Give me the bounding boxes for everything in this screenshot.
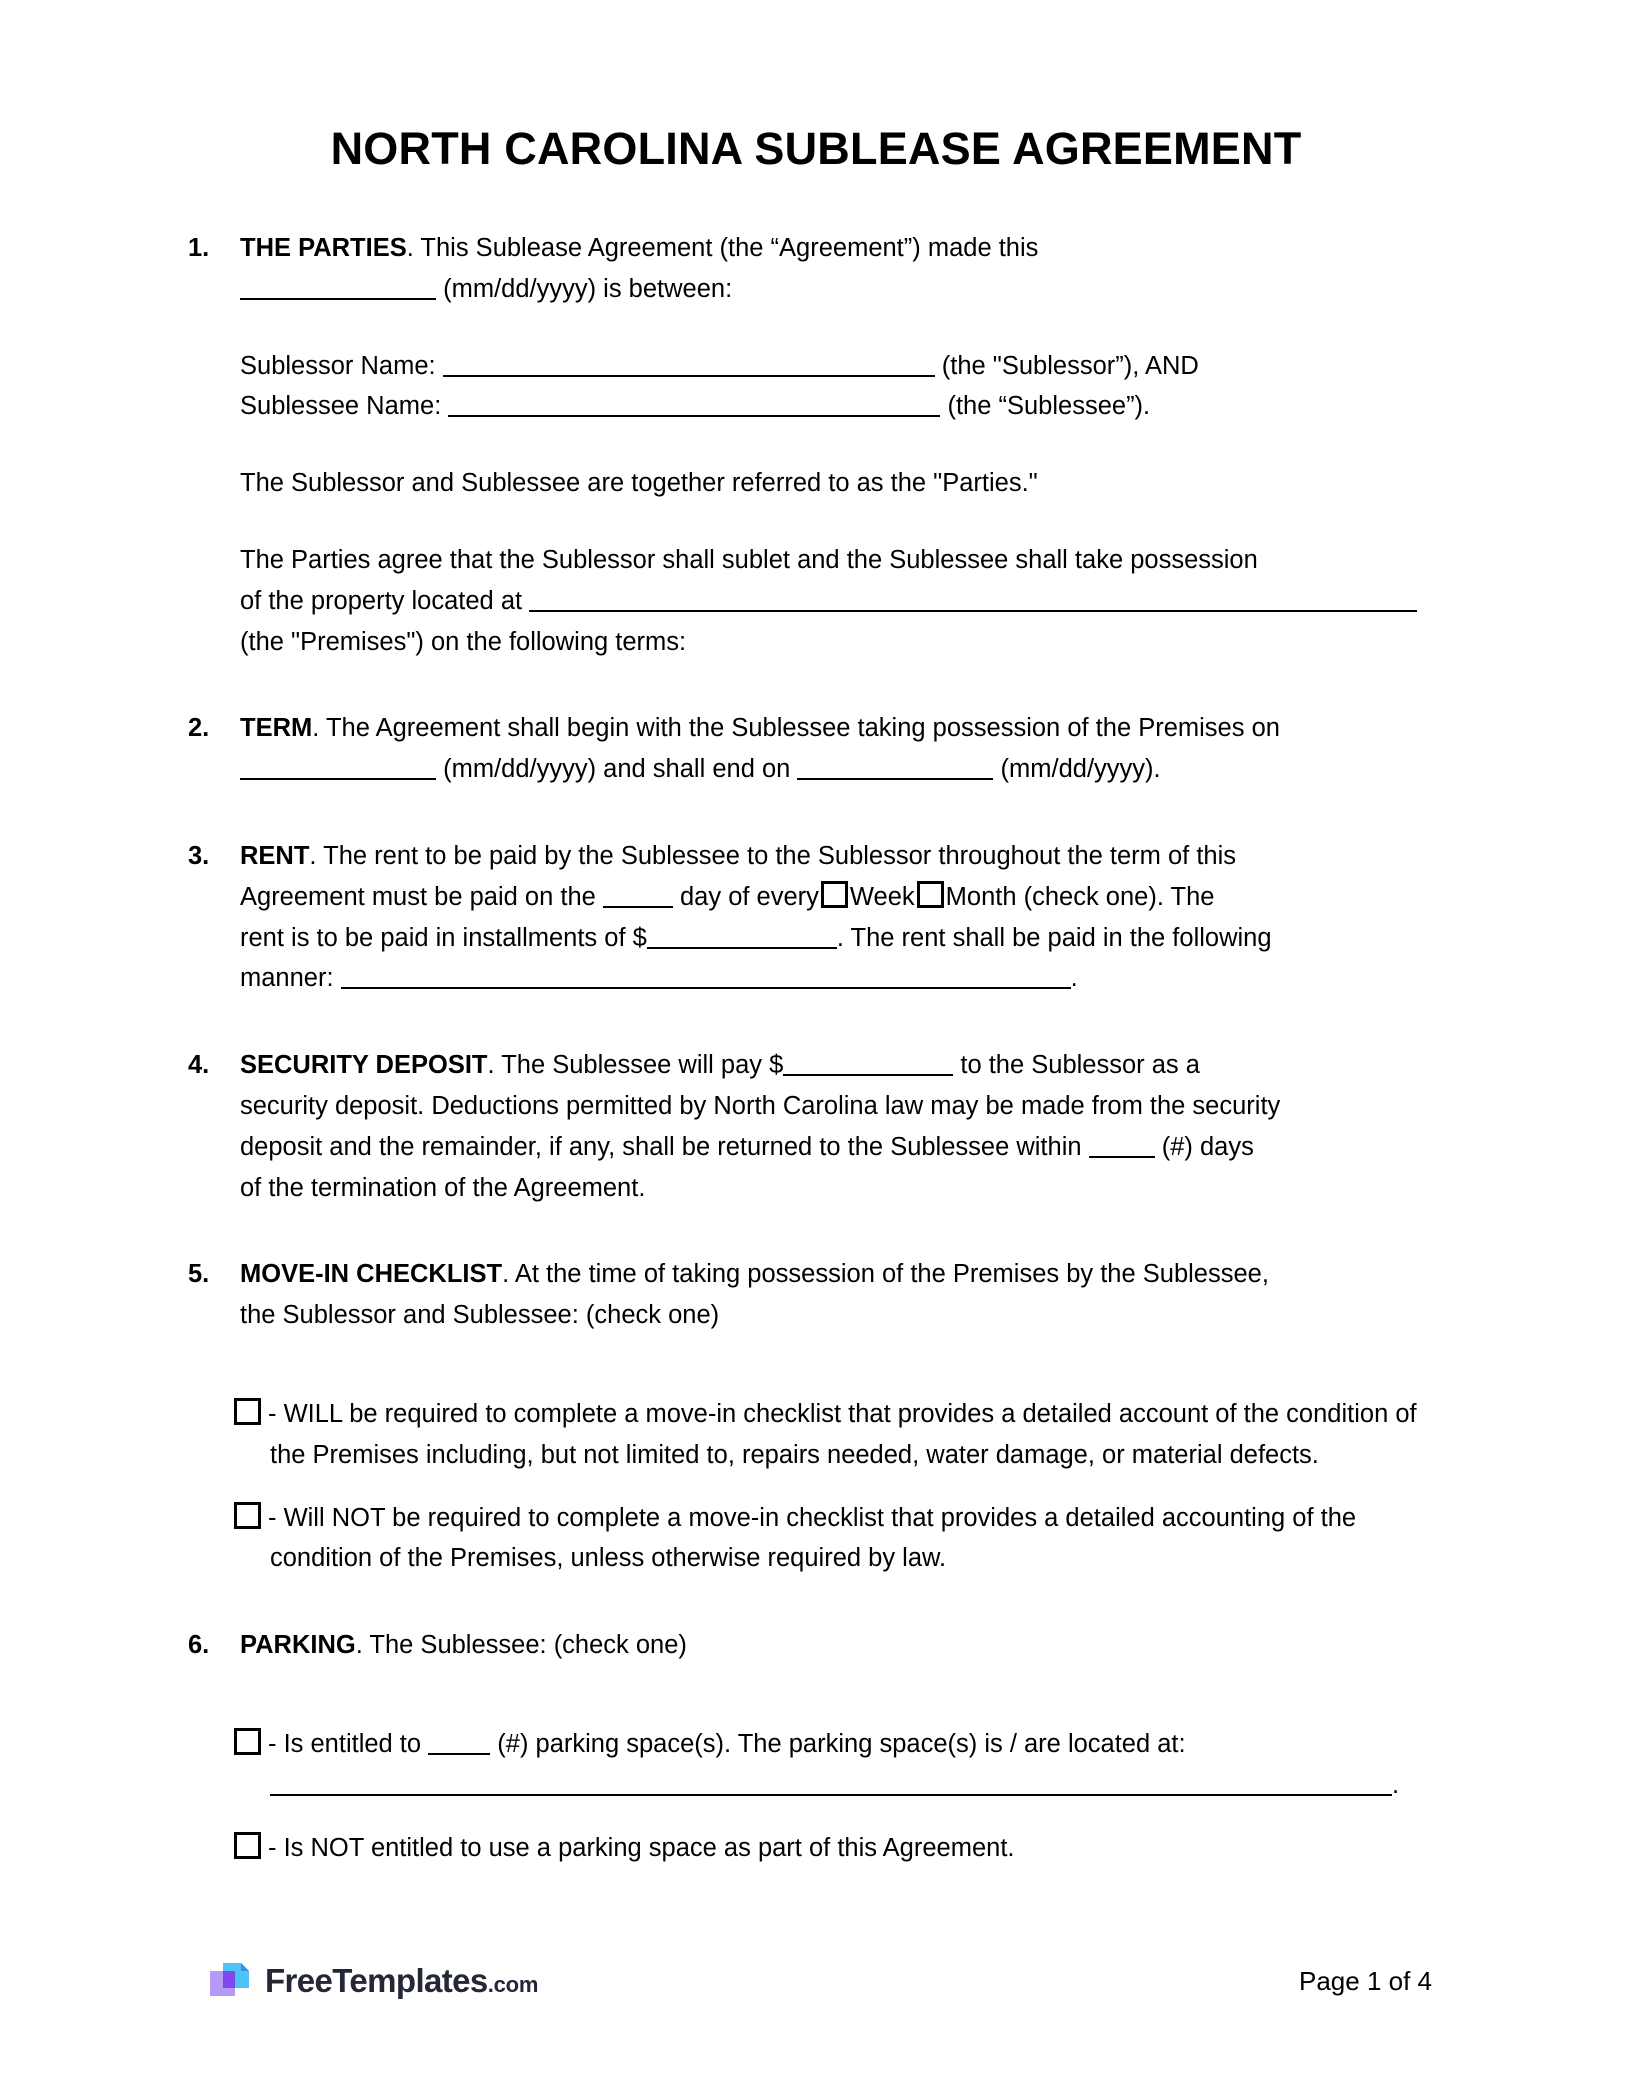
- deposit-text-a: . The Sublessee will pay $: [487, 1051, 784, 1080]
- clause-text: [240, 836, 1432, 999]
- spacer: [0, 999, 1632, 1045]
- premises-text-a: The Parties agree that the Sublessor shall sublet and the Sublessee shall take possession: [240, 545, 1258, 574]
- parties-definition-line: The Sublessor and Sublessee are together referred to as the "Parties.": [240, 469, 1038, 498]
- rent-month-label: Month (check one). The: [945, 882, 1215, 911]
- parking-option-1-text-b: (#) parking space(s). The parking space(s) is / are located at:: [497, 1729, 1186, 1758]
- spacer: [0, 1208, 1632, 1254]
- parking-location-field[interactable]: [270, 1773, 1392, 1796]
- premises-text-c: (the "Premises") on the following terms:: [240, 627, 687, 656]
- parking-location-row: [0, 1765, 1632, 1806]
- clause-number: 6.: [188, 1631, 210, 1660]
- spacer: [0, 504, 1632, 540]
- parking-option-entitled: [0, 1724, 1632, 1765]
- premises-address-field-2[interactable]: [1169, 589, 1417, 612]
- spacer: [0, 1806, 1632, 1828]
- freetemplates-logo[interactable]: [208, 1958, 538, 2004]
- rent-text-e: . The rent shall be paid in the following: [836, 923, 1272, 952]
- sublessee-name-row: [240, 386, 1432, 427]
- parking-option-not-entitled: [0, 1828, 1632, 1869]
- clause-the-parties: [0, 228, 1632, 310]
- premises-address-field-1[interactable]: [529, 589, 1169, 612]
- deposit-text-f: of the termination of the Agreement.: [240, 1173, 646, 1202]
- parking-option-2-label: - Is NOT entitled to use a parking space as part of this Agreement.: [268, 1833, 1015, 1862]
- deposit-return-days-field[interactable]: [1089, 1135, 1155, 1158]
- logo-name: FreeTemplates: [265, 1962, 488, 1999]
- deposit-text-e: (#) days: [1161, 1132, 1254, 1161]
- checklist-option-will: [0, 1394, 1632, 1476]
- spacer: [0, 1336, 1632, 1394]
- parking-space-count-field[interactable]: [428, 1732, 490, 1755]
- clause-number: 1.: [188, 234, 210, 262]
- clause-heading: RENT: [240, 841, 310, 870]
- logo-tld: .com: [487, 1972, 539, 1997]
- page-footer: [0, 1940, 1632, 2090]
- deposit-amount-field[interactable]: [783, 1053, 953, 1076]
- clause-heading: MOVE-IN CHECKLIST: [240, 1260, 503, 1289]
- sublessee-name-field[interactable]: [448, 394, 940, 417]
- checklist-option-2-label: - Will NOT be required to complete a move-in checklist that provides a detailed accounting of the condition of the Premises, unless otherwise required by law.: [268, 1503, 1357, 1573]
- term-start-date-field[interactable]: [240, 757, 436, 780]
- clause-parking: [0, 1625, 1632, 1666]
- clause-heading: PARKING: [240, 1631, 356, 1660]
- term-text-b: (mm/dd/yyyy) and shall end on: [443, 755, 791, 784]
- sublessee-suffix: (the “Sublessee”).: [947, 392, 1151, 421]
- parties-names-block: [0, 346, 1632, 428]
- clause-intro-a: . This Sublease Agreement (the “Agreement”) made this: [406, 234, 1039, 262]
- sublessee-name-label: Sublessee Name:: [240, 392, 442, 421]
- checklist-will-not-checkbox[interactable]: [234, 1502, 261, 1529]
- clause-heading: THE PARTIES: [240, 234, 407, 262]
- spacer: [0, 427, 1632, 463]
- clause-text: [240, 228, 1432, 310]
- rent-week-checkbox[interactable]: [821, 881, 848, 908]
- sublessor-suffix: (the "Sublessor”), AND: [941, 351, 1199, 380]
- rent-installment-amount-field[interactable]: [647, 926, 837, 949]
- clause-number: 5.: [188, 1260, 210, 1289]
- rent-text-g: .: [1070, 964, 1078, 993]
- clause-number: 2.: [188, 714, 210, 743]
- spacer: [0, 1666, 1632, 1724]
- rent-text-b: Agreement must be paid on the: [240, 882, 596, 911]
- clause-rent: [0, 836, 1632, 999]
- term-end-date-field[interactable]: [797, 757, 993, 780]
- checklist-option-1-label: - WILL be required to complete a move-in checklist that provides a detailed account of the condition of the Premises including, but not limited to, repairs needed, water damage, or material defects.: [268, 1399, 1417, 1469]
- rent-day-field[interactable]: [603, 885, 673, 908]
- clause-intro-b: (mm/dd/yyyy) is between:: [443, 274, 733, 303]
- rent-text-f: manner:: [240, 964, 334, 993]
- clause-text: [240, 1254, 1432, 1336]
- sublessor-name-field[interactable]: [443, 354, 935, 377]
- clause-text: [240, 708, 1432, 790]
- clause-text: [240, 1045, 1432, 1208]
- deposit-text-c: security deposit. Deductions permitted by North Carolina law may be made from the security: [240, 1091, 1281, 1120]
- rent-month-checkbox[interactable]: [917, 881, 944, 908]
- documents-stack-icon: [208, 1958, 254, 2004]
- rent-text-d: rent is to be paid in installments of $: [240, 923, 647, 952]
- checklist-text-b: the Sublessor and Sublessee: (check one): [240, 1301, 720, 1330]
- spacer: [0, 1476, 1632, 1498]
- clause-number: 3.: [188, 841, 210, 870]
- parking-text-a: . The Sublessee: (check one): [355, 1631, 687, 1660]
- checklist-text-a: . At the time of taking possession of the Premises by the Sublessee,: [502, 1260, 1269, 1289]
- term-text-a: . The Agreement shall begin with the Sublessee taking possession of the Premises on: [312, 714, 1280, 743]
- spacer: [0, 662, 1632, 708]
- term-text-c: (mm/dd/yyyy).: [1000, 755, 1161, 784]
- spacer: [0, 310, 1632, 346]
- clause-text: [240, 1625, 1432, 1666]
- clause-security-deposit: [0, 1045, 1632, 1208]
- clause-move-in-checklist: [0, 1254, 1632, 1336]
- clause-heading: SECURITY DEPOSIT: [240, 1051, 488, 1080]
- rent-week-label: Week: [849, 882, 915, 911]
- spacer: [0, 1579, 1632, 1625]
- clause-term: [0, 708, 1632, 790]
- parking-not-entitled-checkbox[interactable]: [234, 1832, 261, 1859]
- page-title: NORTH CAROLINA SUBLEASE AGREEMENT: [330, 123, 1302, 174]
- page-number: Page 1 of 4: [1299, 1966, 1432, 1996]
- deposit-text-b: to the Sublessor as a: [960, 1051, 1200, 1080]
- document-body: [0, 228, 1632, 1868]
- rent-text-a: . The rent to be paid by the Sublessee to the Sublessor throughout the term of this: [309, 841, 1237, 870]
- parking-option-1-text-a: - Is entitled to: [268, 1729, 422, 1758]
- rent-text-c: day of every: [680, 882, 819, 911]
- spacer: [0, 790, 1632, 836]
- clause-number: 4.: [188, 1051, 210, 1080]
- date-blank-field[interactable]: [240, 277, 436, 300]
- clause-heading: TERM: [240, 714, 313, 743]
- deposit-text-d: deposit and the remainder, if any, shall be returned to the Sublessee within: [240, 1132, 1082, 1161]
- premises-text-b: of the property located at: [240, 586, 523, 615]
- parking-option-1-period: .: [1392, 1770, 1400, 1799]
- parking-entitled-checkbox[interactable]: [234, 1728, 261, 1755]
- sublessor-name-row: [240, 346, 1432, 387]
- rent-manner-field[interactable]: [341, 966, 1071, 989]
- checklist-option-will-not: [0, 1498, 1632, 1580]
- checklist-will-checkbox[interactable]: [234, 1398, 261, 1425]
- sublessor-name-label: Sublessor Name:: [240, 351, 436, 380]
- premises-block: [0, 540, 1632, 662]
- logo-wordmark: [265, 1962, 538, 2000]
